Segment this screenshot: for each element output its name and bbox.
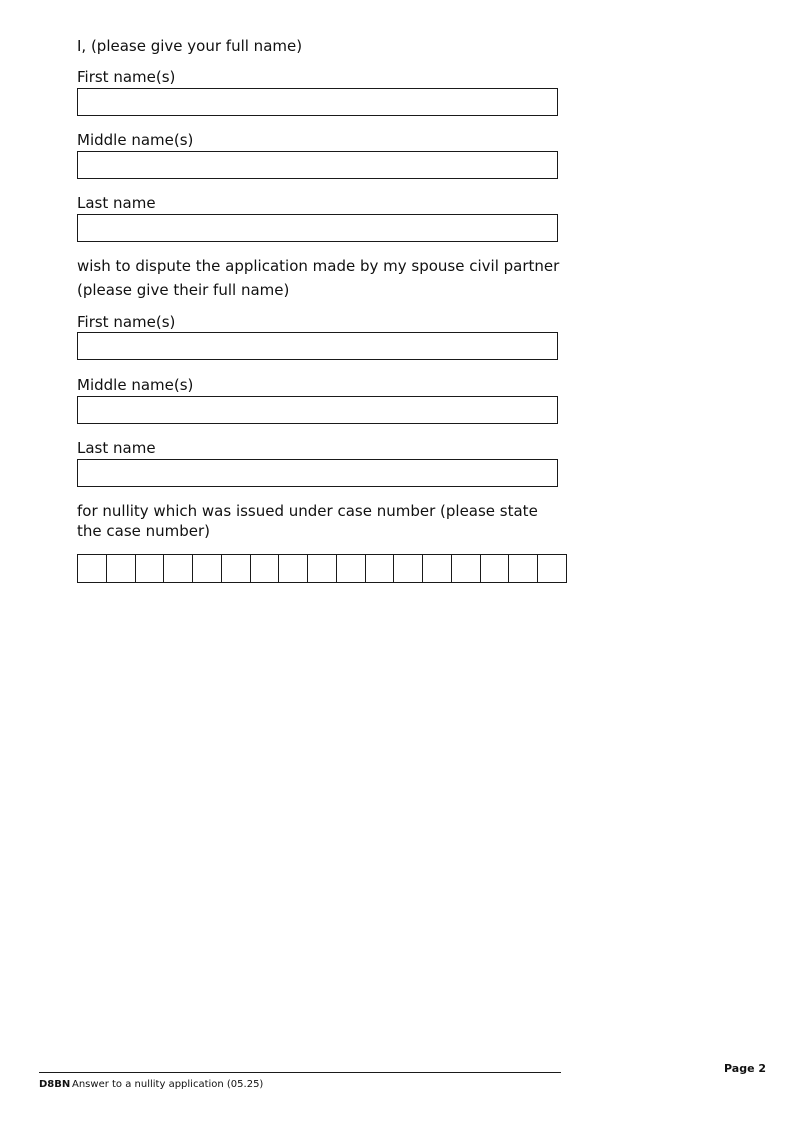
case-number-box[interactable] <box>538 555 566 582</box>
applicant-middle-name-label: Middle name(s) <box>77 376 194 394</box>
case-number-box[interactable] <box>481 555 510 582</box>
case-number-box[interactable] <box>193 555 222 582</box>
case-number-box[interactable] <box>222 555 251 582</box>
case-number-box[interactable] <box>308 555 337 582</box>
respondent-first-name-field[interactable] <box>77 88 558 116</box>
case-number-box[interactable] <box>279 555 308 582</box>
respondent-intro-text: I, (please give your full name) <box>77 37 303 55</box>
applicant-middle-name-field[interactable] <box>77 396 558 424</box>
case-number-box[interactable] <box>509 555 538 582</box>
form-code: D8BN <box>39 1079 71 1090</box>
footer-divider <box>39 1072 561 1073</box>
form-title: Answer to a nullity application (05.25) <box>72 1079 264 1090</box>
case-number-box[interactable] <box>423 555 452 582</box>
case-number-box[interactable] <box>107 555 136 582</box>
applicant-last-name-label: Last name <box>77 439 156 457</box>
case-number-box[interactable] <box>366 555 395 582</box>
applicant-intro-line2: (please give their full name) <box>77 281 290 299</box>
applicant-last-name-field[interactable] <box>77 459 558 487</box>
applicant-first-name-label: First name(s) <box>77 313 176 331</box>
applicant-intro-line1: wish to dispute the application made by my spouse civil partner <box>77 257 560 275</box>
case-number-box[interactable] <box>251 555 280 582</box>
case-number-box[interactable] <box>78 555 107 582</box>
respondent-last-name-field[interactable] <box>77 214 558 242</box>
applicant-first-name-field[interactable] <box>77 332 558 360</box>
respondent-middle-name-field[interactable] <box>77 151 558 179</box>
respondent-middle-name-label: Middle name(s) <box>77 131 194 149</box>
case-number-box[interactable] <box>394 555 423 582</box>
case-number-box[interactable] <box>136 555 165 582</box>
case-number-box[interactable] <box>337 555 366 582</box>
case-number-boxes <box>77 554 567 583</box>
page-number: Page 2 <box>724 1062 767 1075</box>
case-number-instruction: for nullity which was issued under case number (please state the case number) <box>77 502 538 540</box>
case-number-box[interactable] <box>164 555 193 582</box>
case-number-box[interactable] <box>452 555 481 582</box>
respondent-last-name-label: Last name <box>77 194 156 212</box>
respondent-first-name-label: First name(s) <box>77 68 176 86</box>
